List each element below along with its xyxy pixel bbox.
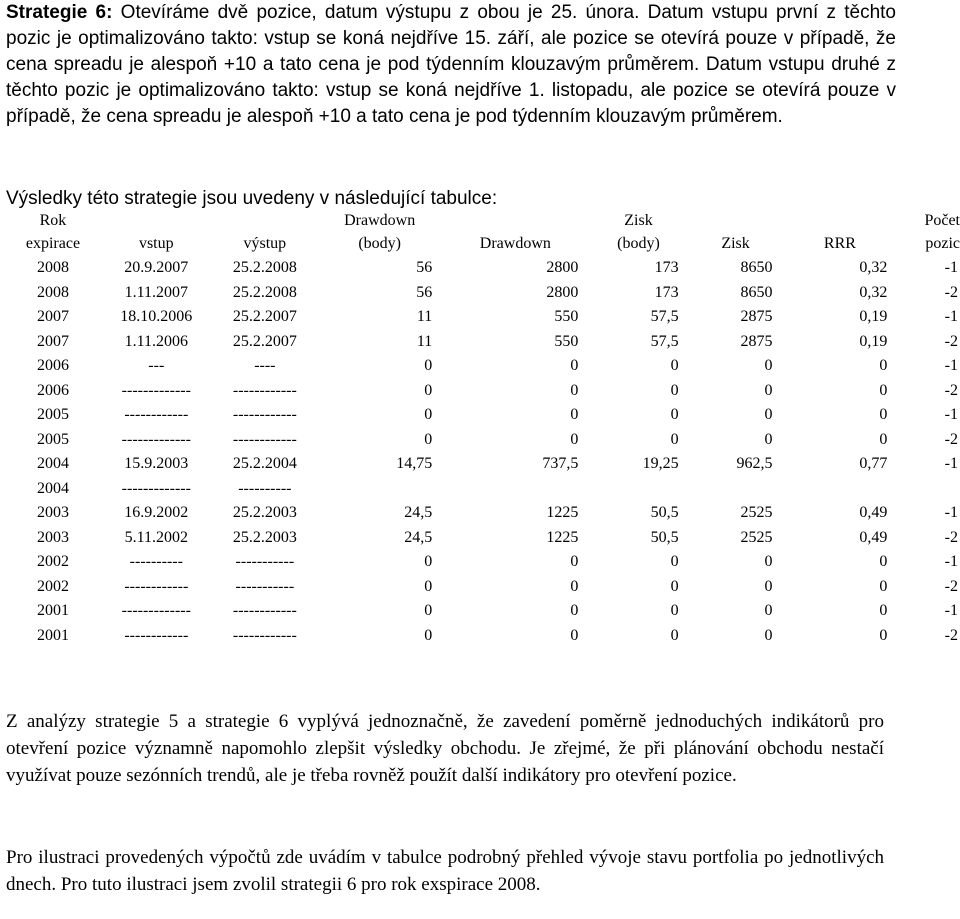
cell-position-count: -1 bbox=[944, 357, 958, 374]
cell-exit-date: 25.2.2003 bbox=[232, 504, 297, 521]
cell-rrr: 0 bbox=[879, 406, 888, 423]
cell-drawdown-points: 0 bbox=[424, 381, 433, 399]
cell-drawdown bbox=[442, 477, 588, 502]
cell-year: 2001 bbox=[36, 626, 69, 644]
table-row bbox=[6, 575, 960, 600]
cell-profit: 8650 bbox=[740, 283, 773, 301]
header-drawdown: Drawdown bbox=[479, 235, 551, 252]
cell-drawdown: 550 bbox=[554, 332, 579, 350]
cell-year: 2002 bbox=[36, 577, 69, 595]
header-drawdown-points-top: Drawdown bbox=[344, 212, 416, 229]
cell-exit-date: 25.2.2004 bbox=[232, 455, 297, 472]
cell-profit: 0 bbox=[764, 602, 773, 619]
cell-year: 2003 bbox=[36, 504, 69, 521]
header-drawdown-points: (body) bbox=[358, 235, 401, 252]
cell-entry-date: ------------- bbox=[121, 381, 191, 399]
summary-paragraph-1: Z analýzy strategie 5 a strategie 6 vyplývá jednoznačně, že zavedení poměrně jednoduchých indikátorů pro otevření pozice významně napomohlo zlepšit výsledky obchodu. Je zřejmé, že při plánování obchodu nestačí využívat pouze sezónních trendů, ale je třeba rovněž použít další indikátory pro otevření pozice. bbox=[6, 711, 884, 786]
cell-position-count: -1 bbox=[944, 602, 958, 619]
cell-position-count: -2 bbox=[944, 283, 958, 301]
cell-profit-points: 0 bbox=[670, 357, 679, 374]
header-profit-points-top: Zisk bbox=[624, 212, 653, 229]
cell-profit-points: 0 bbox=[670, 602, 679, 619]
cell-entry-date: ------------- bbox=[121, 430, 191, 448]
cell-exit-date: 25.2.2008 bbox=[232, 283, 297, 301]
cell-entry-date: ---------- bbox=[129, 553, 183, 570]
cell-drawdown-points: 0 bbox=[424, 553, 433, 570]
cell-rrr: 0,49 bbox=[859, 528, 888, 546]
cell-entry-date: 18.10.2006 bbox=[120, 308, 193, 325]
cell-profit: 2875 bbox=[740, 332, 773, 350]
cell-position-count: -2 bbox=[944, 577, 958, 595]
cell-drawdown: 0 bbox=[570, 553, 579, 570]
cell-rrr: 0 bbox=[879, 553, 888, 570]
cell-profit-points: 0 bbox=[670, 577, 679, 595]
cell-profit: 2875 bbox=[740, 308, 773, 325]
cell-rrr: 0 bbox=[879, 381, 888, 399]
cell-exit-date: 25.2.2003 bbox=[232, 528, 297, 546]
header-year: expirace bbox=[25, 235, 81, 252]
cell-profit: 0 bbox=[764, 577, 773, 595]
cell-position-count: -1 bbox=[944, 308, 958, 325]
table-row bbox=[6, 354, 960, 379]
cell-profit: 8650 bbox=[740, 259, 773, 276]
cell-profit: 0 bbox=[764, 553, 773, 570]
summary-paragraph-2: Pro ilustraci provedených výpočtů zde uvádím v tabulce podrobný přehled vývoje stavu portfolia po jednotlivých dnech. Pro tuto ilustraci jsem zvolil strategii 6 pro rok exspirace 2008. bbox=[6, 847, 884, 895]
cell-entry-date: ------------- bbox=[121, 602, 191, 619]
cell-profit-points: 173 bbox=[654, 259, 679, 276]
header-row-top bbox=[6, 210, 960, 232]
cell-profit bbox=[689, 477, 783, 502]
cell-drawdown-points: 11 bbox=[416, 332, 433, 350]
table-row bbox=[6, 403, 960, 428]
cell-profit-points: 57,5 bbox=[650, 308, 679, 325]
cell-position-count bbox=[897, 477, 960, 502]
cell-position-count: -2 bbox=[944, 430, 958, 448]
cell-entry-date: ------------ bbox=[124, 626, 189, 644]
cell-drawdown-points: 56 bbox=[416, 259, 433, 276]
table-row bbox=[6, 281, 960, 306]
cell-exit-date: 25.2.2007 bbox=[232, 332, 297, 350]
table-row bbox=[6, 599, 960, 624]
cell-profit-points: 0 bbox=[670, 406, 679, 423]
cell-rrr: 0 bbox=[879, 430, 888, 448]
cell-exit-date: ------------ bbox=[232, 626, 297, 644]
header-rrr-top bbox=[783, 210, 898, 232]
cell-profit-points: 0 bbox=[670, 430, 679, 448]
cell-drawdown: 0 bbox=[570, 381, 579, 399]
table-row bbox=[6, 305, 960, 330]
cell-profit: 0 bbox=[764, 357, 773, 374]
cell-year: 2008 bbox=[36, 283, 69, 301]
cell-drawdown: 0 bbox=[570, 577, 579, 595]
header-rrr: RRR bbox=[823, 235, 856, 252]
strategy-description bbox=[6, 0, 896, 130]
cell-entry-date: ------------ bbox=[124, 406, 189, 423]
cell-drawdown: 550 bbox=[554, 308, 579, 325]
cell-profit: 2525 bbox=[740, 504, 773, 521]
cell-year: 2007 bbox=[36, 308, 69, 325]
table-row bbox=[6, 330, 960, 355]
cell-profit: 0 bbox=[764, 430, 773, 448]
cell-position-count: -1 bbox=[944, 455, 958, 472]
table-row bbox=[6, 428, 960, 453]
cell-profit-points: 50,5 bbox=[650, 504, 679, 521]
cell-rrr: 0,77 bbox=[859, 455, 888, 472]
cell-rrr: 0,32 bbox=[859, 259, 888, 276]
strategy-label: Strategie 6: bbox=[6, 2, 113, 23]
cell-drawdown: 0 bbox=[570, 626, 579, 644]
cell-exit-date: ----------- bbox=[235, 577, 295, 595]
header-exit: výstup bbox=[243, 235, 287, 252]
header-count: pozic bbox=[925, 235, 960, 252]
cell-drawdown: 1225 bbox=[546, 528, 579, 546]
cell-profit-points: 57,5 bbox=[650, 332, 679, 350]
cell-entry-date: ------------- bbox=[121, 479, 191, 497]
cell-entry-date: ------------ bbox=[124, 577, 189, 595]
cell-drawdown-points: 24,5 bbox=[404, 528, 433, 546]
cell-rrr: 0 bbox=[879, 577, 888, 595]
table-body bbox=[6, 256, 960, 648]
cell-rrr: 0,19 bbox=[859, 332, 888, 350]
cell-exit-date: ------------ bbox=[232, 430, 297, 448]
table-row bbox=[6, 526, 960, 551]
strategy-text: Otevíráme dvě pozice, datum výstupu z obou je 25. února. Datum vstupu první z těchto pozic je optimalizováno takto: vstup se koná nejdříve 15. září, ale pozice se otevírá pouze v případě, že cena spreadu je alespoň +10 a tato cena je pod týdenním klouzavým průměrem. Datum vstupu druhé z těchto pozic je optimalizováno takto: vstup se koná nejdříve 1. listopadu, ale pozice se otevírá pouze v případě, že cena spreadu je alespoň +10 a tato cena je pod týdenním klouzavým průměrem. bbox=[6, 2, 896, 127]
cell-entry-date: 15.9.2003 bbox=[124, 455, 189, 472]
cell-exit-date: ----------- bbox=[235, 553, 295, 570]
cell-entry-date: 1.11.2006 bbox=[124, 332, 188, 350]
cell-profit-points: 19,25 bbox=[642, 455, 679, 472]
cell-rrr: 0 bbox=[879, 626, 888, 644]
cell-drawdown: 0 bbox=[570, 406, 579, 423]
cell-year: 2002 bbox=[36, 553, 69, 570]
cell-drawdown: 1225 bbox=[546, 504, 579, 521]
cell-position-count: -2 bbox=[944, 332, 958, 350]
cell-position-count: -2 bbox=[944, 626, 958, 644]
cell-year: 2004 bbox=[36, 479, 69, 497]
table-row bbox=[6, 501, 960, 526]
cell-exit-date: ---- bbox=[254, 357, 276, 374]
cell-profit-points: 0 bbox=[670, 553, 679, 570]
cell-year: 2001 bbox=[36, 602, 69, 619]
header-profit-points: (body) bbox=[617, 235, 660, 252]
cell-exit-date: 25.2.2007 bbox=[232, 308, 297, 325]
cell-profit: 2525 bbox=[740, 528, 773, 546]
cell-position-count: -1 bbox=[944, 553, 958, 570]
cell-drawdown: 0 bbox=[570, 430, 579, 448]
header-count-top: Počet bbox=[924, 212, 960, 229]
cell-rrr: 0 bbox=[879, 357, 888, 374]
cell-profit: 0 bbox=[764, 381, 773, 399]
header-year-top: Rok bbox=[39, 212, 67, 229]
table-row bbox=[6, 477, 960, 502]
cell-drawdown-points: 14,75 bbox=[396, 455, 433, 472]
cell-drawdown-points: 56 bbox=[416, 283, 433, 301]
cell-profit-points bbox=[588, 477, 688, 502]
cell-exit-date: ------------ bbox=[232, 381, 297, 399]
header-exit-top bbox=[213, 210, 317, 232]
cell-profit-points: 50,5 bbox=[650, 528, 679, 546]
cell-rrr: 0,19 bbox=[859, 308, 888, 325]
cell-drawdown: 2800 bbox=[546, 283, 579, 301]
cell-position-count: -1 bbox=[944, 504, 958, 521]
cell-year: 2006 bbox=[36, 381, 69, 399]
cell-drawdown: 0 bbox=[570, 357, 579, 374]
cell-drawdown-points: 0 bbox=[424, 626, 433, 644]
cell-drawdown-points: 11 bbox=[416, 308, 433, 325]
cell-year: 2003 bbox=[36, 528, 69, 546]
table-row bbox=[6, 256, 960, 281]
cell-position-count: -1 bbox=[944, 406, 958, 423]
cell-drawdown: 737,5 bbox=[542, 455, 579, 472]
cell-rrr: 0 bbox=[879, 602, 888, 619]
results-table-container bbox=[6, 210, 960, 648]
header-profit: Zisk bbox=[721, 235, 750, 252]
cell-rrr bbox=[783, 477, 898, 502]
cell-year: 2004 bbox=[36, 455, 69, 472]
header-drawdown-top bbox=[442, 210, 588, 232]
cell-rrr: 0,49 bbox=[859, 504, 888, 521]
table-row bbox=[6, 624, 960, 649]
cell-position-count: -2 bbox=[944, 381, 958, 399]
cell-profit-points: 0 bbox=[670, 626, 679, 644]
cell-exit-date: ---------- bbox=[238, 479, 292, 497]
cell-entry-date: 16.9.2002 bbox=[124, 504, 189, 521]
cell-drawdown: 2800 bbox=[546, 259, 579, 276]
cell-drawdown-points: 0 bbox=[424, 577, 433, 595]
cell-profit: 0 bbox=[764, 626, 773, 644]
cell-year: 2006 bbox=[36, 357, 69, 374]
cell-entry-date: --- bbox=[148, 357, 165, 374]
cell-position-count: -2 bbox=[944, 528, 958, 546]
cell-drawdown-points: 24,5 bbox=[404, 504, 433, 521]
table-row bbox=[6, 452, 960, 477]
table-row bbox=[6, 379, 960, 404]
cell-profit: 0 bbox=[764, 406, 773, 423]
cell-rrr: 0,32 bbox=[859, 283, 888, 301]
cell-position-count: -1 bbox=[944, 259, 958, 276]
cell-drawdown: 0 bbox=[570, 602, 579, 619]
cell-entry-date: 5.11.2002 bbox=[124, 528, 188, 546]
results-intro: Výsledky této strategie jsou uvedeny v následující tabulce: bbox=[6, 188, 498, 209]
cell-drawdown-points: 0 bbox=[424, 406, 433, 423]
cell-year: 2005 bbox=[36, 430, 69, 448]
cell-drawdown-points: 0 bbox=[424, 430, 433, 448]
cell-entry-date: 20.9.2007 bbox=[124, 259, 189, 276]
cell-drawdown-points bbox=[317, 477, 442, 502]
cell-exit-date: ------------ bbox=[232, 602, 297, 619]
cell-exit-date: 25.2.2008 bbox=[232, 259, 297, 276]
cell-year: 2008 bbox=[36, 259, 69, 276]
cell-profit: 962,5 bbox=[736, 455, 773, 472]
header-row-bottom bbox=[6, 232, 960, 256]
table-row bbox=[6, 550, 960, 575]
header-entry: vstup bbox=[138, 235, 174, 252]
cell-year: 2005 bbox=[36, 406, 69, 423]
cell-exit-date: ------------ bbox=[232, 406, 297, 423]
cell-entry-date: 1.11.2007 bbox=[124, 283, 188, 301]
cell-year: 2007 bbox=[36, 332, 69, 350]
cell-profit-points: 0 bbox=[670, 381, 679, 399]
results-table bbox=[6, 210, 960, 648]
header-entry-top bbox=[100, 210, 213, 232]
cell-profit-points: 173 bbox=[654, 283, 679, 301]
table-header bbox=[6, 210, 960, 256]
header-profit-top bbox=[689, 210, 783, 232]
cell-drawdown-points: 0 bbox=[424, 357, 433, 374]
cell-drawdown-points: 0 bbox=[424, 602, 433, 619]
